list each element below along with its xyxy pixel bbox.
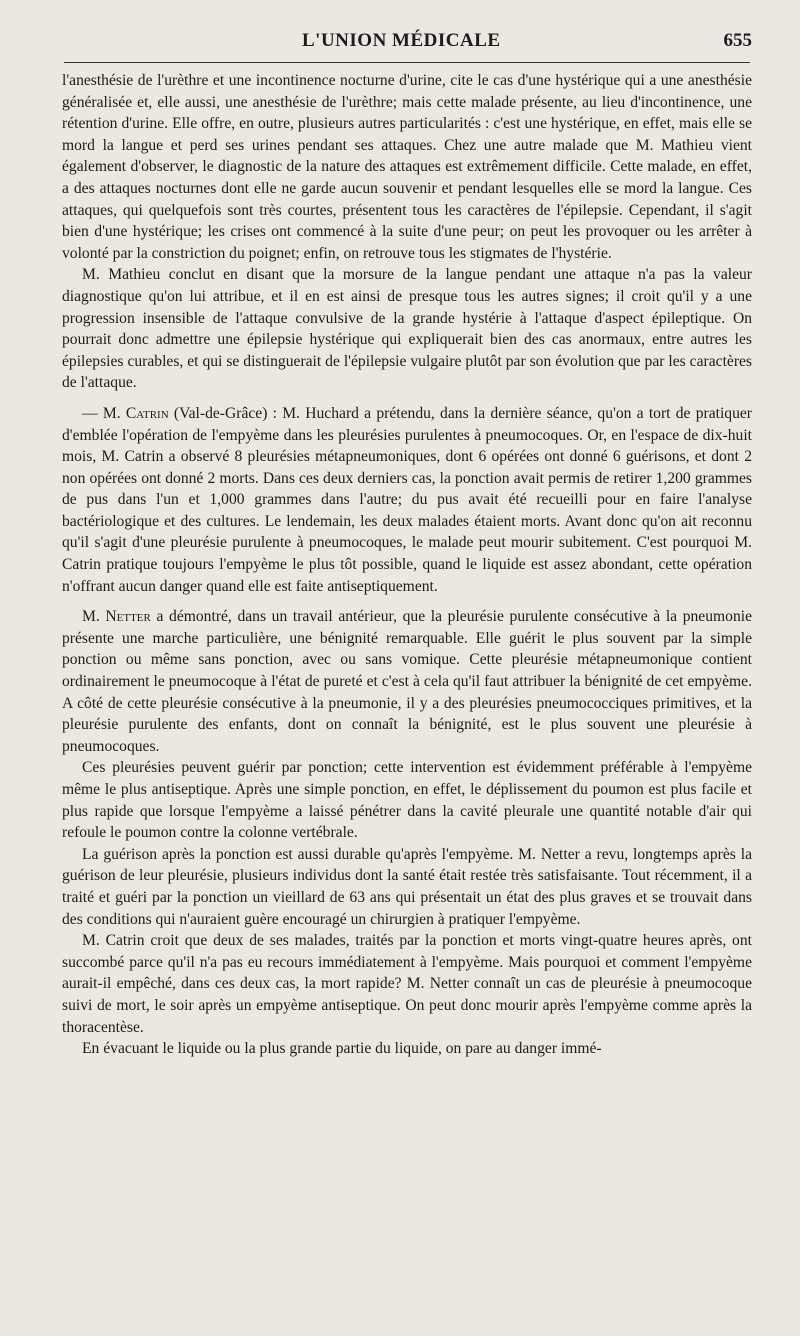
speaker-name-catrin: Catrin <box>125 404 169 422</box>
paragraph-3-lead: — M. <box>82 404 126 422</box>
paragraph-2: M. Mathieu conclut en disant que la morsure de la langue pendant une attaque n'a pas la valeur diagnostique qu'on lui attribue, et il en est ainsi de presque tous les autres signes; il croit qu'il y a une progression insensible de l'attaque convulsive de la grande hystérie à l'attaque d'aspect épileptique. On pourrait donc admettre une épilepsie hystérique qui expliquerait bien des cas anormaux, entre autres les épilepsies curables, et qui se distinguerait de l'épilepsie vulgaire plutôt par son évolution que par les caractères de l'attaque. <box>62 266 752 392</box>
page-header <box>64 26 752 62</box>
paragraph-8: En évacuant le liquide ou la plus grande partie du liquide, on pare au danger immé- <box>82 1040 602 1058</box>
paragraph-6: La guérison après la ponction est aussi durable qu'après l'empyème. M. Netter a revu, longtemps après la guérison de leur pleurésie, plusieurs individus dont la santé était restée très satisfaisante. Tout récemment, il a traité et guéri par la ponction un vieillard de 63 ans qui présentait un état des plus graves et se trouvait dans des conditions qui n'auraient guère encouragé un chirurgien à pratiquer l'empyème. <box>62 845 752 928</box>
paragraph-4-text: a démontré, dans un travail antérieur, que la pleurésie purulente consécutive à la pneumonie présente une marche particulière, une bénignité remarquable. Elle guérit le plus souvent par la simple ponction ou même sans ponction, avec ou sans vomique. Cette pleurésie métapneumonique contient ordinairement le pneumocoque à l'état de pureté et c'est à cela qu'il faut attribuer la bénignité de cet empyème. A côté de cette pleurésie consécutive à la pneumonie, il y a des pleurésies pneumococciques primitives, et la pleurésie purulente des enfants, dont on connaît la bénignité, est le plus souvent une pleurésie à pneumocoques. <box>62 608 752 755</box>
paragraph-5: Ces pleurésies peuvent guérir par ponction; cette intervention est évidemment préférable à l'empyème même le plus antiseptique. Après une simple ponction, en effet, le déplissement du poumon est plus facile et plus rapide que lorsque l'empyème a laissé pénétrer dans la cavité pleurale une quantité notable d'air qui refoule le poumon contre la colonne vertébrale. <box>62 759 752 842</box>
article-body <box>62 70 752 1060</box>
paragraph-4 <box>62 606 752 757</box>
paragraph-3-text: (Val-de-Grâce) : M. Huchard a prétendu, dans la dernière séance, qu'on a tort de pratiquer d'emblée l'opération de l'empyème dans les pleurésies purulentes à pneumocoques. Or, en l'espace de dix-huit mois, M. Catrin a observé 8 pleurésies métapneumoniques, dont 6 opérées ont donné 6 guérisons, et dont 2 non opérées ont donné 2 morts. Dans ces deux derniers cas, la ponction avait permis de retirer 1,200 grammes de pus dans l'un et 1,000 grammes dans l'autre; du pus avait été recueilli pour en faire l'analyse bactériologique et des cultures. Le lendemain, les deux malades étaient morts. Avant donc qu'on ait reconnu qu'il s'agit d'une pleurésie purulente à pneumocoques, le malade peut mourir subitement. C'est pourquoi M. Catrin pratique toujours l'empyème le plus tôt possible, quand le liquide est assez abondant, cette opération n'offrant aucun danger quand elle est faite antiseptiquement. <box>62 404 752 595</box>
header-rule <box>64 62 750 63</box>
paragraph-3 <box>62 403 752 597</box>
paragraph-7: M. Catrin croit que deux de ses malades, traités par la ponction et morts vingt-quatre heures après, ont succombé parce qu'il n'a pas eu recours immédiatement à l'empyème. Mais pourquoi et comment l'empyème aurait-il empêché, dans ces deux cas, la mort rapide? M. Netter connaît un cas de pleurésie à pneumocoque suivi de mort, le soir après un empyème antiseptique. On peut donc mourir après l'empyème comme après la thoracentèse. <box>62 932 752 1036</box>
speaker-name-netter: Netter <box>105 608 151 626</box>
paragraph-1: l'anesthésie de l'urèthre et une incontinence nocturne d'urine, cite le cas d'une hystérique qui a une anesthésie généralisée et, elle aussi, une anesthésie de l'urèthre; mais cette malade présente, au lieu d'incontinence, une rétention d'urine. Elle offre, en outre, plusieurs autres particularités : c'est une hystérique, en effet, mais elle se mord la langue et perd ses urines pendant ses attaques. Chez une autre malade que M. Mathieu vient également d'observer, le diagnostic de la nature des attaques est extrêmement difficile. Cette malade, en effet, a des attaques nocturnes dont elle ne garde aucun souvenir et pendant lesquelles elle se mord la langue. Ces attaques, qui quelquefois sont très courtes, présentent tous les caractères de l'épilepsie. Cependant, il s'agit bien d'une hystérique; les crises ont commencé à la suite d'une peur; on peut les provoquer ou les arrêter à volonté par la constriction du poignet; enfin, on retrouve tous les stigmates de l'hystérie. <box>62 72 752 262</box>
page-number: 655 <box>723 30 752 51</box>
paragraph-4-lead: M. <box>82 608 106 626</box>
journal-title: L'UNION MÉDICALE <box>302 30 501 51</box>
